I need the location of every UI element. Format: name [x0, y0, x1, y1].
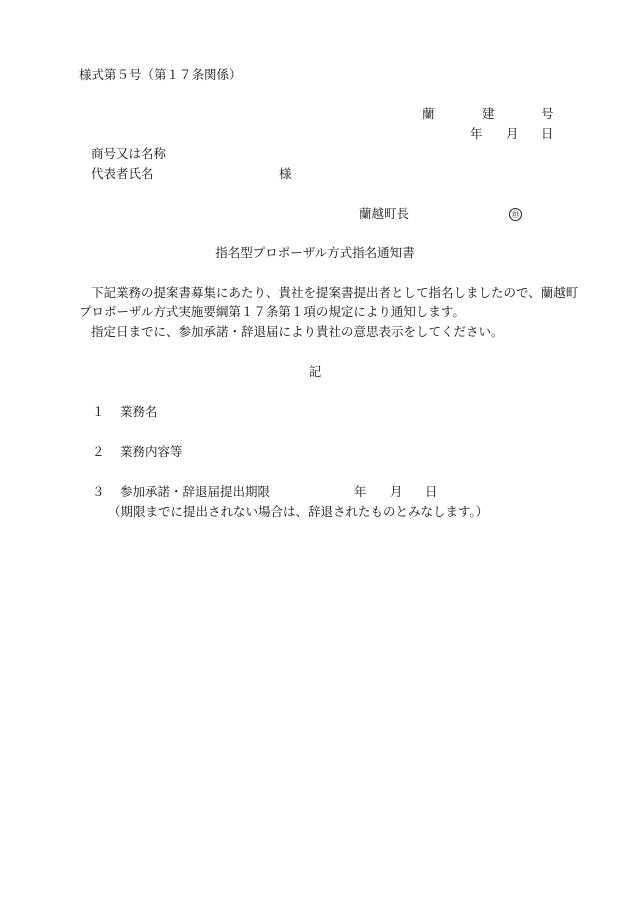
- deadline-month: 月: [390, 484, 403, 499]
- item-2-number: ２: [92, 444, 105, 459]
- seal-icon: ㊞: [509, 208, 522, 221]
- honorific: 様: [279, 166, 292, 181]
- body-line-3: 指定日までに、参加承諾・辞退届により貴社の意思表示をしてください。: [91, 324, 504, 339]
- sender-title: 蘭越町長: [359, 206, 410, 221]
- body-line-1: 下記業務の提案書募集にあたり、貴社を提案書提出者として指名しましたので、蘭越町: [91, 285, 579, 300]
- deadline-day: 日: [425, 484, 438, 499]
- doc-number-suffix: 号: [541, 106, 554, 121]
- deadline-note: （期限までに提出されない場合は、辞退されたものとみなします。）: [108, 504, 489, 519]
- item-3-label: 参加承諾・辞退届提出期限: [120, 484, 271, 499]
- doc-number-mid: 建: [482, 106, 495, 121]
- representative-label: 代表者氏名: [91, 166, 154, 181]
- form-label: 様式第５号（第１７条関係）: [79, 67, 242, 82]
- company-name-label: 商号又は名称: [91, 146, 167, 161]
- deadline-year: 年: [354, 484, 367, 499]
- seal-mark: [509, 207, 522, 221]
- item-1-number: １: [92, 404, 105, 419]
- document-title: 指名型プロポーザル方式指名通知書: [215, 245, 415, 260]
- item-3-number: ３: [92, 484, 105, 499]
- ki-heading: 記: [308, 364, 322, 379]
- body-line-2: プロポーザル方式実施要綱第１７条第１項の規定により通知します。: [79, 304, 465, 319]
- item-1-label: 業務名: [120, 404, 158, 419]
- date-year: 年: [470, 126, 483, 141]
- doc-number-prefix: 蘭: [422, 106, 435, 121]
- date-day: 日: [541, 126, 554, 141]
- date-month: 月: [506, 126, 519, 141]
- item-2-label: 業務内容等: [120, 444, 183, 459]
